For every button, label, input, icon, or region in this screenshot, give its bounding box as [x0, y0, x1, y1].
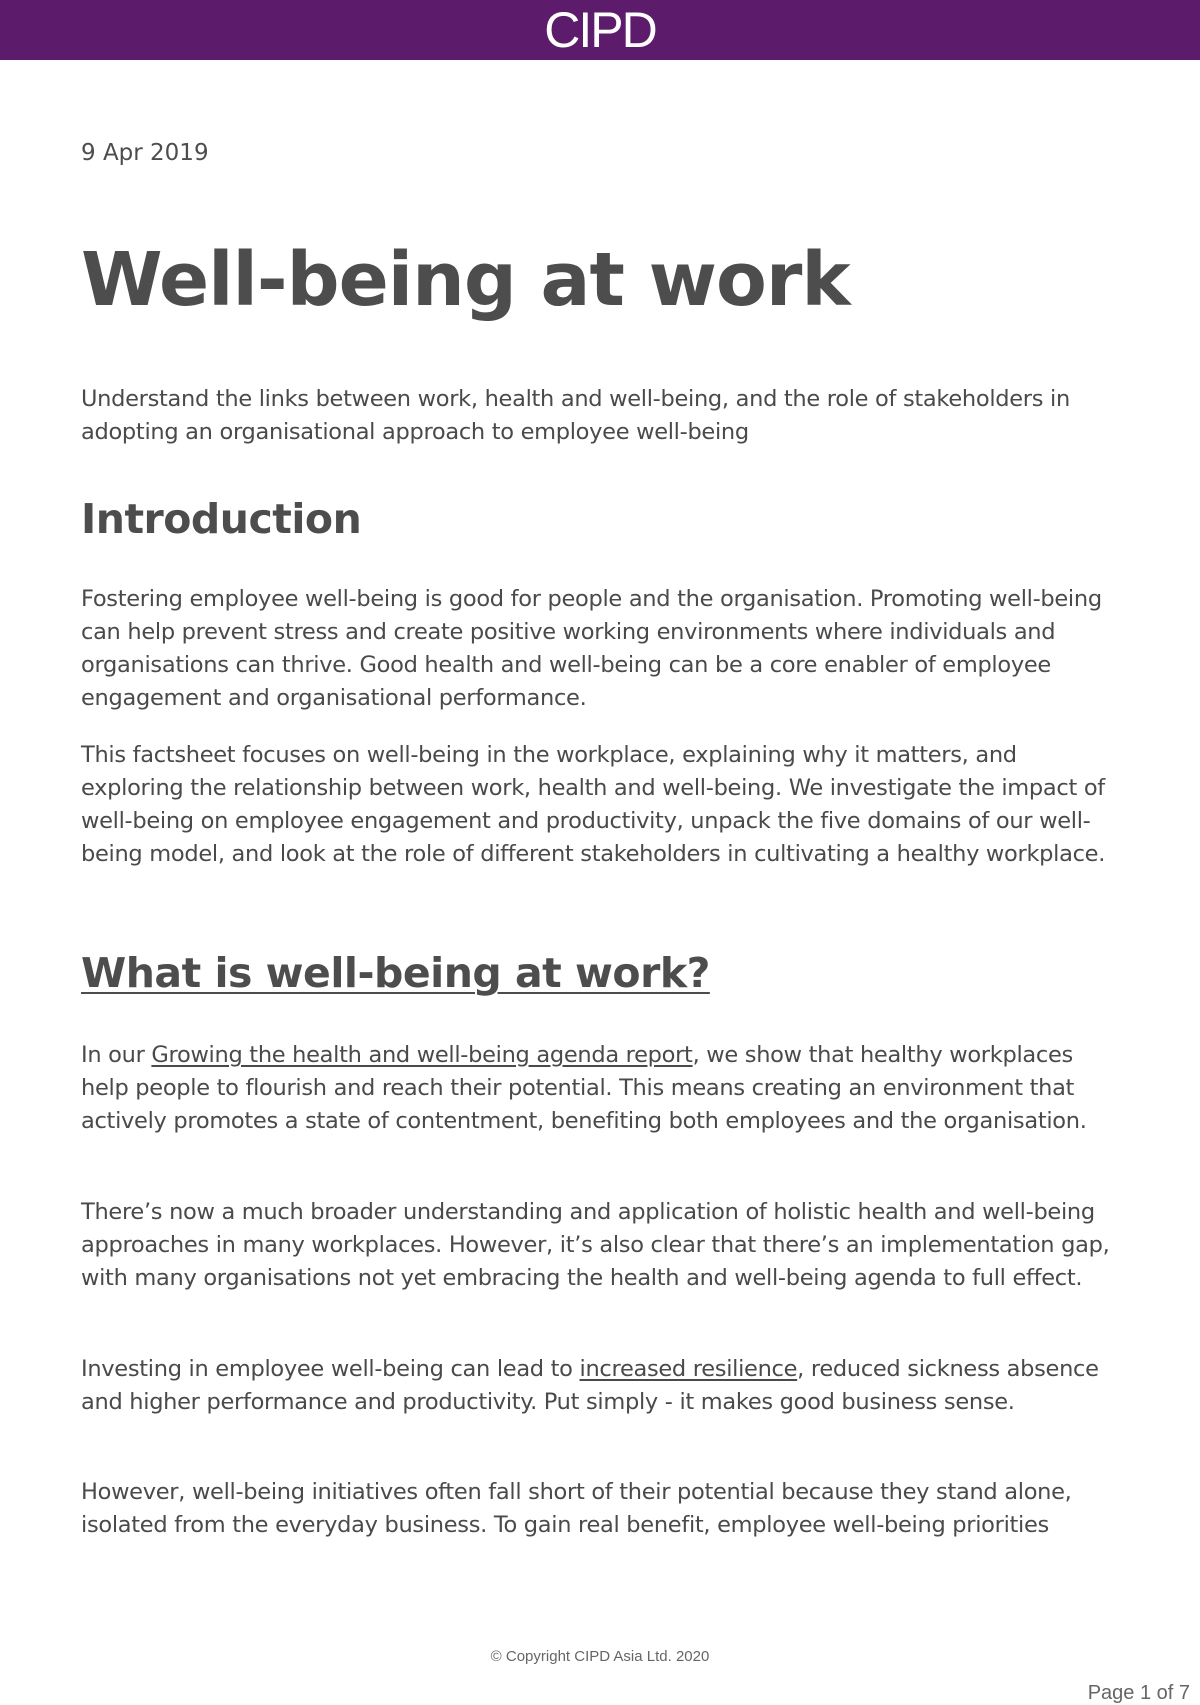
page-number: Page 1 of 7 [1087, 1682, 1190, 1704]
increased-resilience-link[interactable]: increased resilience [579, 1356, 798, 1382]
what-p3-text-after: , reduced sickness absence and higher performance and productivity. Put simply - it makes good business sense. [81, 1356, 1099, 1415]
introduction-heading: Introduction [81, 495, 362, 543]
lead-paragraph: Understand the links between work, health and well-being, and the role of stakeholders in adopting an organisational approach to employee well-being [81, 386, 1070, 445]
what-p3-text-before: Investing in employee well-being can lead to [81, 1356, 580, 1382]
intro-paragraph-2: This factsheet focuses on well-being in the workplace, explaining why it matters, and exploring the relationship between work, health and well-being. We investigate the impact of well-being on employee engagement and productivity, unpack the five domains of our well-being model, and look at the role of different stakeholders in cultivating a healthy workplace. [81, 742, 1106, 867]
intro-paragraph-1: Fostering employee well-being is good for people and the organisation. Promoting well-being can help prevent stress and create positive working environments where individuals and organisations can thrive. Good health and well-being can be a core enabler of employee engagement and organisational performance. [81, 586, 1102, 711]
header-bar [0, 0, 1200, 60]
what-paragraph-2: There’s now a much broader understanding and application of holistic health and well-being approaches in many workplaces. However, it’s also clear that there’s an implementation gap, with many organisations not yet embracing the health and well-being agenda to full effect. [81, 1199, 1110, 1291]
cipd-logo[interactable]: CIPD [544, 2, 656, 58]
what-is-wellbeing-heading[interactable]: What is well-being at work? [81, 949, 710, 997]
what-p1-text-before: In our [81, 1042, 152, 1068]
publish-date: 9 Apr 2019 [81, 140, 209, 166]
what-paragraph-4: However, well-being initiatives often fall short of their potential because they stand alone, isolated from the everyday business. To gain real benefit, employee well-being priorities [81, 1479, 1072, 1538]
copyright-footer: © Copyright CIPD Asia Ltd. 2020 [490, 1648, 710, 1665]
page-title: Well-being at work [81, 237, 850, 323]
what-paragraph-3 [81, 1353, 1121, 1419]
what-p1-text-after: , we show that healthy workplaces help people to flourish and reach their potential. This means creating an environment that actively promotes a state of contentment, benefiting both employees and the organisation. [81, 1042, 1087, 1134]
what-paragraph-1 [81, 1039, 1121, 1138]
growing-agenda-report-link[interactable]: Growing the health and well-being agenda report [151, 1042, 693, 1068]
